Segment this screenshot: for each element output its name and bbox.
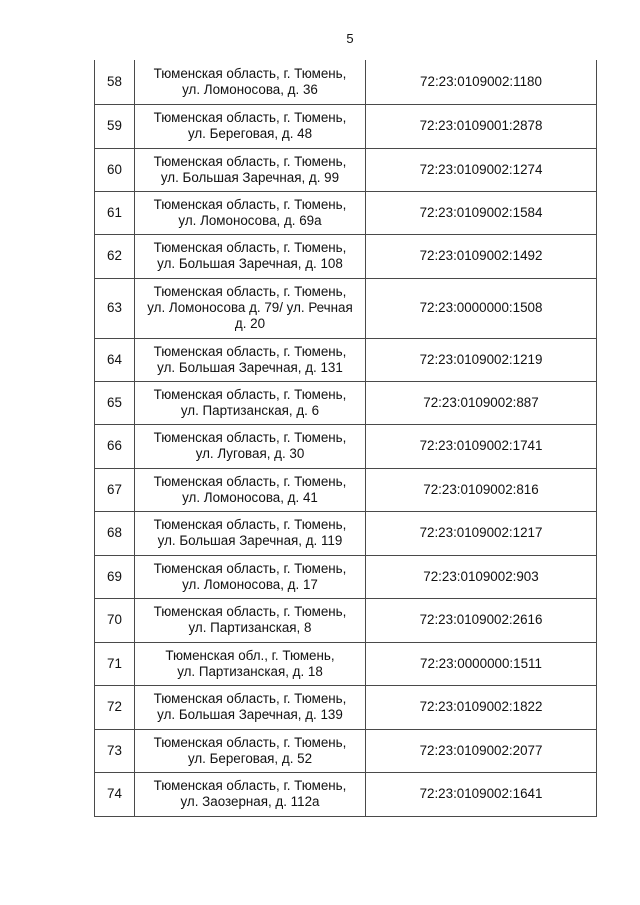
address-cell: [135, 60, 366, 104]
table-row: [95, 234, 597, 278]
address-cell: [135, 555, 366, 598]
cadastral-number: 72:23:0109002:1641: [366, 772, 597, 816]
row-number: 65: [95, 381, 135, 424]
address-line: Тюменская область, г. Тюмень,: [153, 517, 347, 532]
row-number: 62: [95, 234, 135, 278]
cadastral-number: 72:23:0000000:1508: [366, 278, 597, 338]
row-number: 71: [95, 642, 135, 685]
address-line: Тюменская область, г. Тюмень,: [153, 560, 347, 576]
address-cell: [135, 424, 366, 468]
address-line: Тюменская область, г. Тюмень,: [153, 386, 347, 402]
address-line: ул. Большая Заречная, д. 99: [160, 169, 340, 185]
address-line: ул. Партизанская, д. 18: [177, 663, 323, 679]
address-line: Тюменская область, г. Тюмень,: [153, 691, 347, 706]
row-number: 74: [95, 772, 135, 816]
address-line: ул. Ломоносова, д. 41: [182, 489, 318, 505]
address-line: ул. Береговая, д. 48: [187, 126, 313, 141]
address-cell: [135, 191, 366, 234]
cadastral-number: 72:23:0109002:816: [366, 468, 597, 511]
table-body: [95, 60, 597, 816]
address-line: Тюменская область, г. Тюмень,: [153, 196, 347, 212]
table-row: [95, 60, 597, 104]
row-number: 59: [95, 104, 135, 148]
address-line: ул. Ломоносова, д. 17: [182, 576, 318, 592]
cadastral-number: 72:23:0109002:1217: [366, 511, 597, 555]
address-line: Тюменская область, г. Тюмень,: [153, 430, 347, 445]
cadastral-number: 72:23:0109002:1492: [366, 234, 597, 278]
table-row: [95, 424, 597, 468]
row-number: 73: [95, 729, 135, 772]
table-row: [95, 598, 597, 642]
table-row: [95, 729, 597, 772]
address-line: Тюменская область, г. Тюмень,: [153, 153, 347, 169]
address-cell: [135, 468, 366, 511]
table-row: [95, 642, 597, 685]
address-line: Тюменская обл., г. Тюмень,: [165, 647, 335, 663]
cadastral-number: 72:23:0109002:1180: [366, 60, 597, 104]
table-row: [95, 468, 597, 511]
address-line: д. 20: [234, 316, 266, 331]
table-row: [95, 338, 597, 381]
table-row: [95, 104, 597, 148]
address-cell: [135, 338, 366, 381]
address-cell: [135, 278, 366, 338]
table-row: [95, 148, 597, 191]
address-line: Тюменская область, г. Тюмень,: [153, 284, 347, 299]
address-cell: [135, 598, 366, 642]
cadastral-number: 72:23:0109002:1584: [366, 191, 597, 234]
address-cell: [135, 729, 366, 772]
address-cell: [135, 685, 366, 729]
table-row: [95, 511, 597, 555]
row-number: 70: [95, 598, 135, 642]
address-line: ул. Большая Заречная, д. 131: [157, 359, 343, 375]
address-line: Тюменская область, г. Тюмень,: [153, 734, 347, 750]
property-registry-table: [94, 60, 597, 817]
cadastral-number: 72:23:0109002:1741: [366, 424, 597, 468]
cadastral-number: 72:23:0109002:1274: [366, 148, 597, 191]
address-line: Тюменская область, г. Тюмень,: [153, 240, 347, 255]
address-line: Тюменская область, г. Тюмень,: [153, 604, 347, 619]
address-line: ул. Партизанская, 8: [188, 620, 312, 635]
address-line: ул. Большая Заречная, д. 108: [157, 256, 343, 271]
cadastral-number: 72:23:0109002:1822: [366, 685, 597, 729]
cadastral-number: 72:23:0109002:2616: [366, 598, 597, 642]
address-line: ул. Большая Заречная, д. 119: [157, 533, 343, 548]
address-cell: [135, 642, 366, 685]
table-row: [95, 772, 597, 816]
address-line: ул. Ломоносова, д. 36: [182, 81, 318, 97]
table-row: [95, 278, 597, 338]
row-number: 69: [95, 555, 135, 598]
row-number: 63: [95, 278, 135, 338]
cadastral-number: 72:23:0109002:903: [366, 555, 597, 598]
row-number: 61: [95, 191, 135, 234]
address-line: Тюменская область, г. Тюмень,: [153, 473, 347, 489]
address-line: ул. Партизанская, д. 6: [180, 402, 320, 418]
address-line: ул. Заозерная, д. 112а: [180, 794, 320, 809]
address-line: ул. Ломоносова, д. 69а: [178, 212, 322, 228]
address-line: ул. Большая Заречная, д. 139: [157, 707, 343, 722]
address-line: Тюменская область, г. Тюмень,: [153, 343, 347, 359]
cadastral-number: 72:23:0109002:2077: [366, 729, 597, 772]
address-line: ул. Луговая, д. 30: [195, 446, 305, 461]
row-number: 60: [95, 148, 135, 191]
cadastral-number: 72:23:0109002:1219: [366, 338, 597, 381]
address-line: Тюменская область, г. Тюмень,: [153, 110, 347, 125]
table-row: [95, 555, 597, 598]
cadastral-number: 72:23:0109001:2878: [366, 104, 597, 148]
row-number: 68: [95, 511, 135, 555]
row-number: 67: [95, 468, 135, 511]
cadastral-number: 72:23:0000000:1511: [366, 642, 597, 685]
row-number: 58: [95, 60, 135, 104]
table-row: [95, 685, 597, 729]
row-number: 64: [95, 338, 135, 381]
table-row: [95, 381, 597, 424]
address-line: ул. Береговая, д. 52: [187, 750, 313, 766]
address-cell: [135, 772, 366, 816]
page-number: 5: [346, 31, 354, 46]
table-row: [95, 191, 597, 234]
address-cell: [135, 234, 366, 278]
address-line: ул. Ломоносова д. 79/ ул. Речная: [147, 300, 353, 315]
cadastral-number: 72:23:0109002:887: [366, 381, 597, 424]
row-number: 66: [95, 424, 135, 468]
address-cell: [135, 511, 366, 555]
address-line: Тюменская область, г. Тюмень,: [153, 778, 347, 793]
address-cell: [135, 148, 366, 191]
address-line: Тюменская область, г. Тюмень,: [153, 65, 347, 81]
row-number: 72: [95, 685, 135, 729]
address-cell: [135, 381, 366, 424]
address-cell: [135, 104, 366, 148]
